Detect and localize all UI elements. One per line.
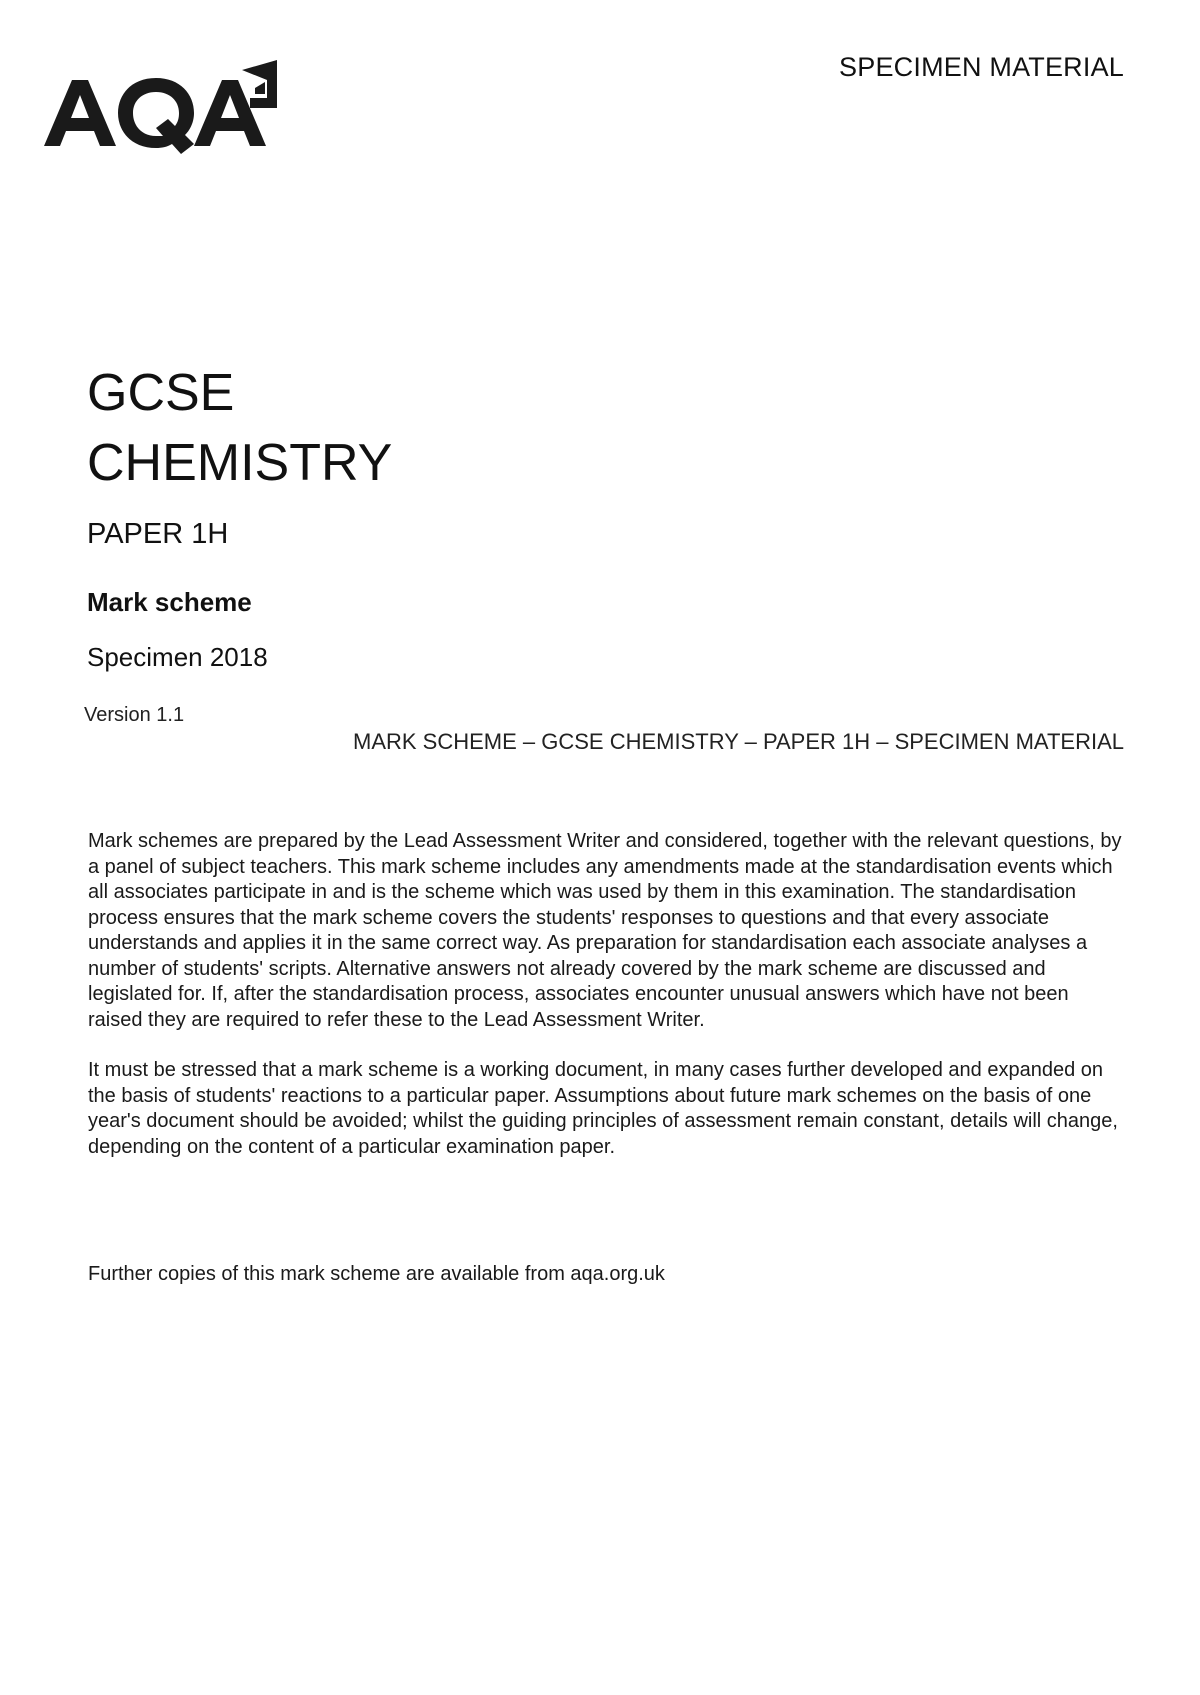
aqa-logo (44, 58, 314, 158)
document-type: Mark scheme (87, 587, 252, 617)
intro-text (88, 829, 1128, 1185)
paragraph-working-document: It must be stressed that a mark scheme is a working document, in many cases further developed and expanded on the basis of students' reactions to a particular paper. Assumptions about future mark schemes on the basis of one year's document should be avoided; whilst the guiding principles of assessment remain constant, details will change, depending on the content of a particular examination paper. (88, 1059, 1118, 1158)
series-label: Specimen 2018 (87, 642, 268, 672)
paper-title: PAPER 1H (87, 518, 229, 550)
document-title (87, 358, 392, 498)
version-label: Version 1.1 (84, 704, 185, 726)
paragraph-mark-scheme-preparation: Mark schemes are prepared by the Lead Assessment Writer and considered, together with the relevant questions, by a panel of subject teachers. This mark scheme includes any amendments made at the standardisation events which all associates participate in and is the scheme which was used by them in this examination. The standardisation process ensures that the mark scheme covers the students' responses to questions and that every associate understands and applies it in the same correct way. As preparation for standardisation each associate analyses a number of students' scripts. Alternative answers not already covered by the mark scheme are discussed and legislated for. If, after the standardisation process, associates encounter unusual answers which have not been raised they are required to refer these to the Lead Assessment Writer. (88, 830, 1122, 1031)
specimen-material-label: SPECIMEN MATERIAL (839, 52, 1124, 82)
further-copies-note: Further copies of this mark scheme are available from aqa.org.uk (88, 1263, 665, 1285)
qualification-title: GCSE (87, 364, 235, 422)
running-header: MARK SCHEME – GCSE CHEMISTRY – PAPER 1H – SPECIMEN MATERIAL (353, 729, 1124, 754)
subject-title: CHEMISTRY (87, 434, 393, 492)
